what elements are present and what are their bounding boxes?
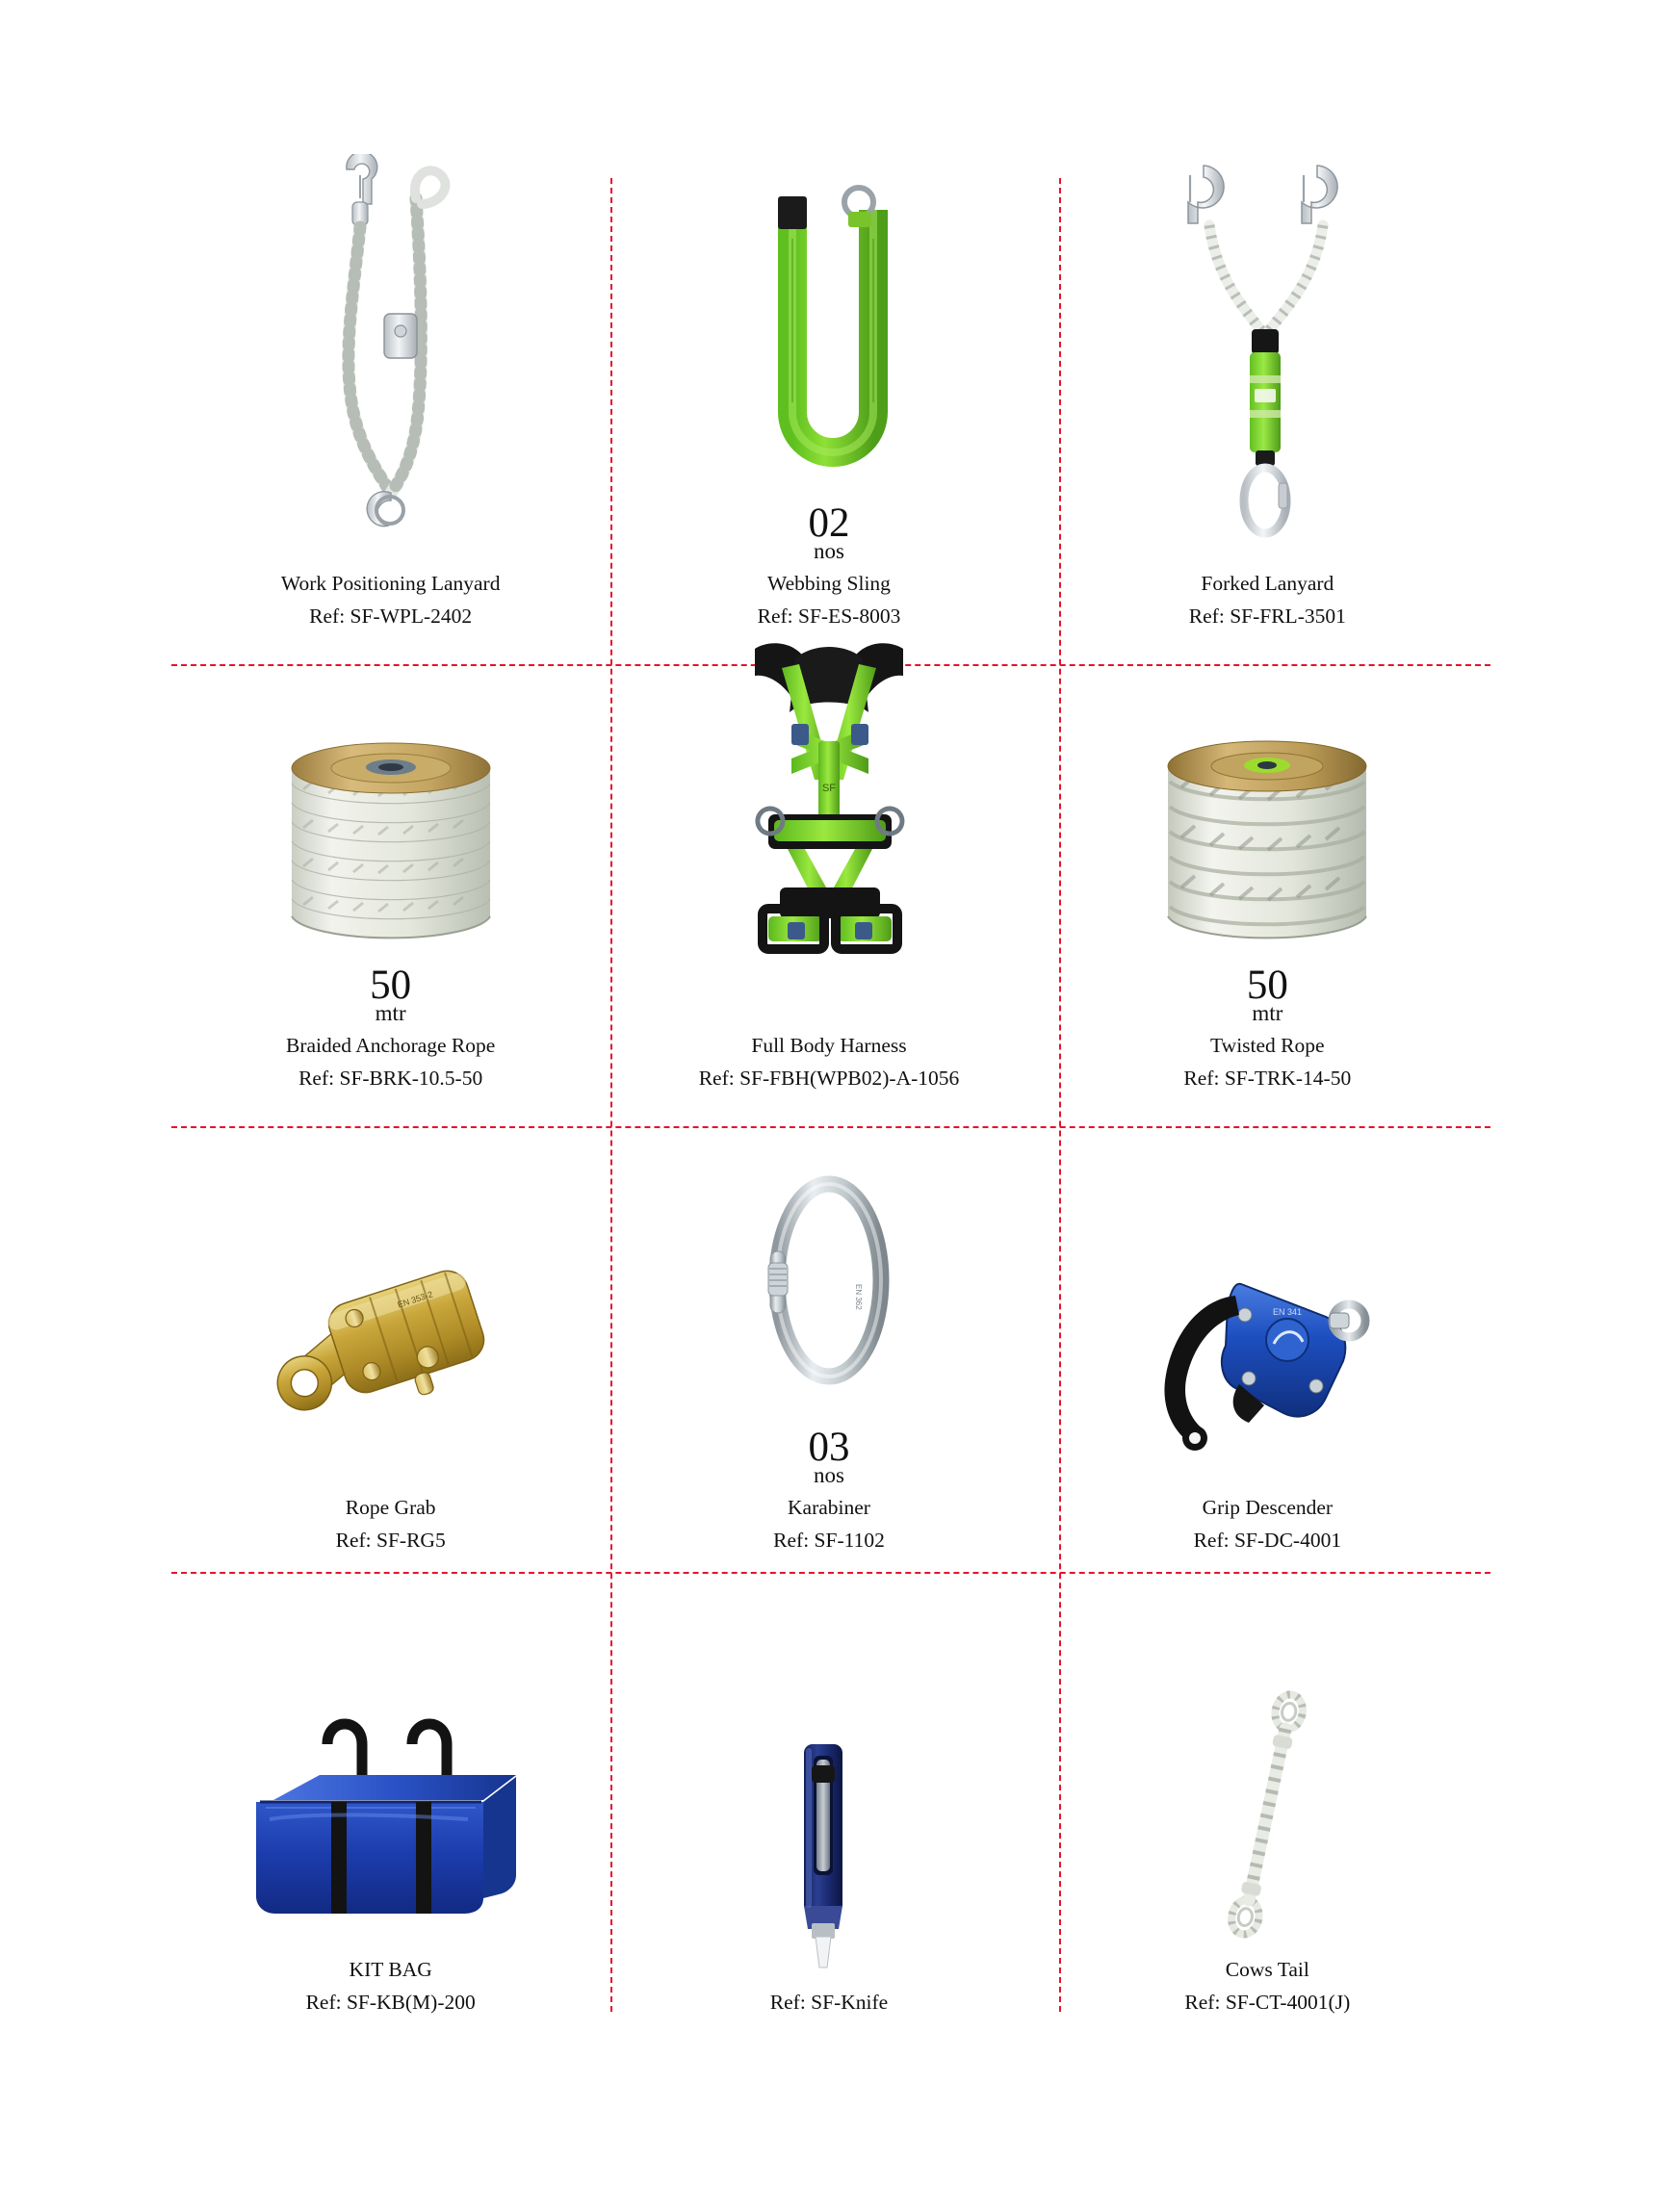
product-name: Work Positioning Lanyard [280, 572, 501, 596]
product-image-karabiner [609, 1102, 1048, 1423]
product-ref: Ref: SF-1102 [773, 1528, 885, 1552]
product-image-grip-descender [1049, 1102, 1487, 1482]
quantity-label [370, 965, 411, 1024]
product-caption [1183, 1030, 1351, 1094]
product-cell-braided-anchorage-rope [171, 640, 609, 1102]
product-name: Twisted Rope [1210, 1034, 1325, 1058]
quantity-label [1247, 965, 1288, 1024]
product-cell-knife [609, 1564, 1048, 2026]
product-name: Grip Descender [1202, 1496, 1334, 1520]
quantity-label [808, 502, 849, 562]
product-image-webbing-sling [609, 171, 1048, 499]
product-ref: Ref: SF-BRK-10.5-50 [298, 1066, 483, 1090]
product-ref: Ref: SF-KB(M)-200 [305, 1990, 476, 2014]
product-name: Braided Anchorage Rope [286, 1034, 496, 1058]
product-cell-full-body-harness [609, 640, 1048, 1102]
product-caption [306, 1954, 476, 2019]
product-ref: Ref: SF-RG5 [335, 1528, 446, 1552]
product-ref: Ref: SF-FRL-3501 [1188, 604, 1346, 628]
product-name: KIT BAG [349, 1958, 432, 1982]
product-caption [286, 1030, 495, 1094]
quantity-number: 02 [808, 501, 850, 547]
product-cell-grip-descender [1049, 1102, 1487, 1564]
webbing-sling-icon [733, 171, 925, 499]
rope-spool-white-icon [261, 710, 521, 961]
product-name: Cows Tail [1225, 1958, 1309, 1982]
product-cell-forked-lanyard [1049, 178, 1487, 640]
quantity-unit: nos [814, 1463, 844, 1488]
product-name: Webbing Sling [767, 572, 891, 596]
rope-lanyard-hooks-icon [295, 154, 487, 558]
product-caption [1184, 1954, 1350, 2019]
product-ref: Ref: SF-WPL-2402 [309, 604, 473, 628]
quantity-unit: mtr [375, 1001, 406, 1026]
product-ref: Ref: SF-FBH(WPB02)-A-1056 [698, 1066, 960, 1090]
product-caption [1194, 1492, 1342, 1556]
quantity-unit: mtr [1252, 1001, 1283, 1026]
product-ref: Ref: SF-ES-8003 [757, 604, 901, 628]
quantity-number: 03 [808, 1425, 850, 1471]
product-cell-work-positioning-lanyard [171, 178, 609, 640]
product-caption [773, 1492, 885, 1556]
product-name: Karabiner [788, 1496, 870, 1520]
quantity-label [808, 1427, 849, 1486]
product-ref: Ref: SF-TRK-14-50 [1183, 1066, 1352, 1090]
svg-text:SF: SF [821, 783, 837, 795]
quantity-number: 50 [1246, 963, 1288, 1009]
product-cell-webbing-sling [609, 178, 1048, 640]
product-caption [758, 568, 901, 632]
product-image-full-body-harness [609, 635, 1048, 1020]
product-caption [1189, 568, 1346, 632]
quantity-number: 50 [370, 963, 412, 1009]
rope-spool-twisted-icon [1137, 710, 1397, 961]
utility-knife-icon [771, 1727, 887, 1977]
product-image-forked-lanyard [1049, 154, 1487, 558]
product-caption [281, 568, 501, 632]
product-name: Rope Grab [345, 1496, 436, 1520]
product-image-utility-knife [609, 1564, 1048, 1977]
kit-bag-icon [227, 1694, 555, 1944]
product-image-work-positioning-lanyard [171, 154, 609, 558]
product-image-braided-anchorage-rope [171, 640, 609, 961]
product-image-twisted-rope [1049, 640, 1487, 961]
product-image-cows-tail [1049, 1564, 1487, 1944]
rope-grab-icon [246, 1242, 535, 1482]
product-name: Full Body Harness [751, 1034, 907, 1058]
product-cell-cows-tail [1049, 1564, 1487, 2026]
product-image-kit-bag [171, 1564, 609, 1944]
product-grid [171, 178, 1487, 2026]
full-body-harness-icon [699, 635, 959, 1020]
quantity-unit: nos [814, 539, 844, 564]
product-image-rope-grab [171, 1102, 609, 1482]
product-ref: Ref: SF-CT-4001(J) [1184, 1990, 1351, 2014]
grip-descender-icon [1127, 1261, 1407, 1482]
product-cell-kit-bag [171, 1564, 609, 2026]
cows-tail-icon [1190, 1685, 1344, 1944]
svg-text:EN 362: EN 362 [853, 1284, 863, 1311]
product-cell-rope-grab [171, 1102, 609, 1564]
product-ref: Ref: SF-DC-4001 [1193, 1528, 1342, 1552]
product-cell-twisted-rope [1049, 640, 1487, 1102]
karabiner-icon [742, 1163, 916, 1423]
product-name: Forked Lanyard [1201, 572, 1334, 596]
svg-text:EN 341: EN 341 [1273, 1307, 1303, 1318]
product-cell-karabiner [609, 1102, 1048, 1564]
product-caption [336, 1492, 446, 1556]
forked-lanyard-icon [1161, 154, 1373, 558]
product-caption [770, 1987, 888, 2019]
product-ref: Ref: SF-Knife [769, 1990, 889, 2014]
product-caption [699, 1030, 960, 1094]
svg-text:EN 353-2: EN 353-2 [396, 1289, 434, 1311]
